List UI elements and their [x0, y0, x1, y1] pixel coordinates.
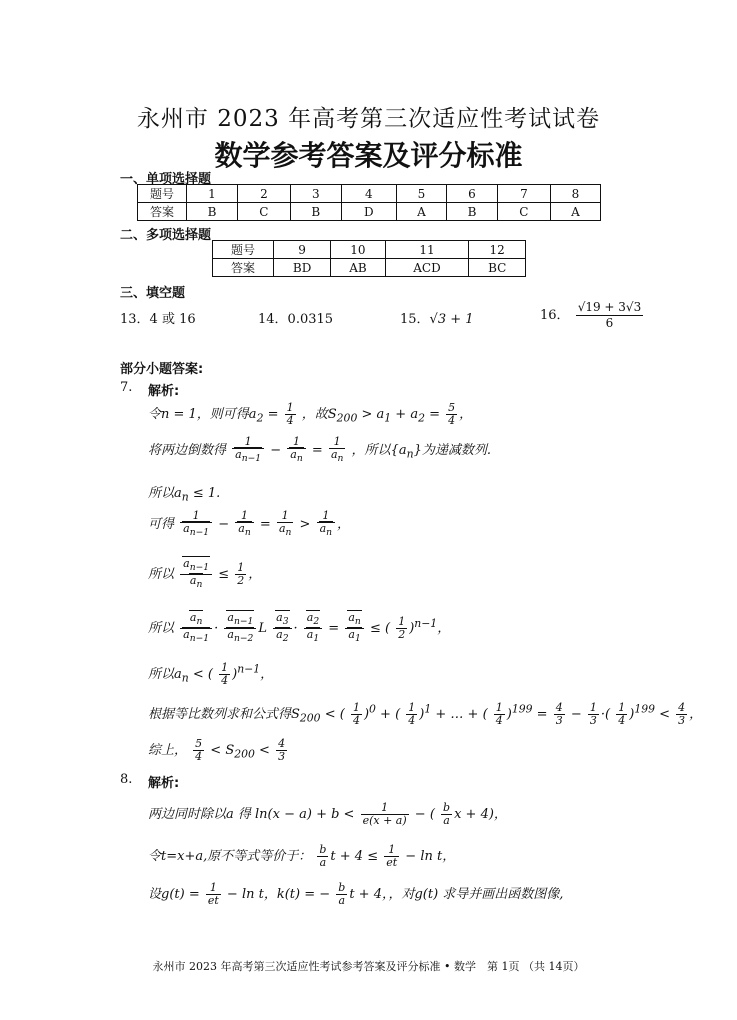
answer-row [138, 203, 601, 221]
q7-line-2-text-a: 将两边倒数得 [148, 443, 227, 459]
f7: $\frac{4}{3}$ [678, 701, 686, 727]
a2: C [237, 203, 290, 221]
q8-line-3: 设g(t) = $\frac{1}{et}$ − ln t，k(t) = − $\frac{b}{a}$ t + 4，，对g(t) 求导并画出函数图像, [148, 881, 564, 907]
answer-15-value: √3 + 1 [429, 312, 474, 327]
q7-line-1-text-d: + a [395, 407, 419, 422]
q7-line-6: 所以 $\frac{a_n}{a_{n-1}}$ · $\frac{a_{n-1}}{a_{n-2}}$ L $\frac{a_3}{a_2}$ · $\frac{a_2}{a_1}$ = $\frac{a_n}{a_1}$ ≤ ( $\frac{1}{2}$ )$^{n-1}$， [148, 611, 451, 645]
q7-line-8: 根据等比数列求和公式得$S_{200}$ < ( $\frac{1}{4}$ )$^0$ + ( $\frac{1}{4}$ )$^1$ + … + ( $\frac{1}{4}$ )$^{199}$ = $\frac{4}{3}$ − $\frac{1}{3}$ ·( $\frac{1}{4}$ )$^{199}$ < $\frac{4}{3}$ ， [148, 701, 703, 727]
q8-number: 8. [120, 772, 133, 787]
f11: $\frac{b}{a}$ [443, 801, 451, 827]
f12: $\frac{b}{a}$ [319, 843, 327, 869]
frac-ratio: $\frac{a_{n-1}}{a_n}$ [180, 558, 212, 591]
q8: 8 [550, 185, 600, 203]
q9: 9 [274, 241, 331, 259]
row-label-question: 题号 [213, 241, 274, 259]
fraction-recip-prev: $\frac{1}{a_{n-1}}$ [232, 436, 264, 465]
q7-line-5-text: 所以 [148, 567, 175, 583]
q7-line-3-text-b: ≤ 1. [192, 486, 221, 501]
page-footer: 永州市 2023 年高考第三次适应性考试参考答案及评分标准 • 数学 第 1页 （共 14页） [152, 960, 585, 973]
single-choice-table [137, 184, 601, 221]
a7: C [497, 203, 550, 221]
q7-line-1-text-c: > a [361, 407, 385, 422]
q11: 11 [385, 241, 469, 259]
section3-heading: 三、填空题 [120, 286, 186, 301]
q7-number: 7. [120, 380, 133, 395]
frac-d: $\frac{1}{a_n}$ [317, 510, 335, 539]
a5: A [396, 203, 446, 221]
frac-a: $\frac{1}{a_{n-1}}$ [180, 510, 212, 539]
q7-line-7: 所以$a_n$ < ( $\frac{1}{4}$ )$^{n-1}$， [148, 661, 274, 687]
a8: A [550, 203, 600, 221]
frac-r2: $\frac{a_{n-1}}{a_{n-2}}$ [224, 612, 256, 645]
answer-15 [400, 308, 474, 327]
q7-line-8-text: 根据等比数列求和公式得S [148, 707, 300, 722]
q8-line-1: 两边同时除以a 得 ln(x − a) + b < $\frac{1}{e(x + a)}$ − ( $\frac{b}{a}$ x + 4)， [148, 801, 507, 827]
q5: 5 [396, 185, 446, 203]
q7-label: 解析: [148, 384, 180, 399]
f9: $\frac{4}{3}$ [278, 737, 286, 763]
q7-line-3: 所以$a_n \le 1$. [148, 486, 221, 504]
a9: BD [274, 259, 331, 277]
f15: $\frac{b}{a}$ [338, 881, 346, 907]
q6: 6 [447, 185, 498, 203]
question-row [213, 241, 526, 259]
f8: $\frac{5}{4}$ [195, 737, 203, 763]
frac-r4: $\frac{a_2}{a_1}$ [304, 612, 322, 645]
fraction-1-4: $\frac{1}{4}$ [286, 401, 294, 427]
q7-line-6-text: 所以 [148, 621, 175, 637]
answer-16-label: 16． [540, 308, 570, 323]
a11: ACD [385, 259, 469, 277]
f5: $\frac{1}{3}$ [589, 701, 597, 727]
f2: $\frac{1}{4}$ [408, 701, 416, 727]
f3: $\frac{1}{4}$ [495, 701, 503, 727]
q7-line-9-text: 综上， [148, 743, 188, 758]
row-label-answer: 答案 [138, 203, 187, 221]
q7-line-4: 可得 $\frac{1}{a_{n-1}}$ − $\frac{1}{a_n}$ = $\frac{1}{a_n}$ > $\frac{1}{a_n}$ ， [148, 509, 351, 539]
f13: $\frac{1}{et}$ [386, 843, 398, 869]
fraction-recip-n: $\frac{1}{a_n}$ [287, 436, 305, 465]
q7-line-4-text: 可得 [148, 517, 175, 533]
a6: B [447, 203, 498, 221]
q7-line-3-text-a: 所以a [148, 486, 182, 501]
frac-r3: $\frac{a_3}{a_2}$ [273, 612, 291, 645]
answer-16-fraction [576, 300, 644, 331]
q8-label: 解析: [148, 776, 180, 791]
row-label-question: 题号 [138, 185, 187, 203]
frac-b: $\frac{1}{a_n}$ [235, 510, 253, 539]
answer-14: 14．0.0315 [258, 312, 334, 327]
q12: 12 [469, 241, 526, 259]
f4: $\frac{4}{3}$ [555, 701, 563, 727]
answer-16 [540, 300, 645, 331]
f1: $\frac{1}{4}$ [352, 701, 360, 727]
frac-r1: $\frac{a_n}{a_{n-1}}$ [180, 612, 212, 645]
q4: 4 [341, 185, 396, 203]
q10: 10 [331, 241, 385, 259]
q8-line-3-text-b: ，对g(t) 求导并画出函数图像, [388, 887, 564, 902]
a1: B [187, 203, 238, 221]
fraction-1-an: $\frac{1}{a_n}$ [330, 435, 344, 465]
q7-line-2-text-c: }为递减数列. [413, 443, 491, 459]
answer-15-label: 15． [400, 312, 430, 327]
frac-quarter: $\frac{1}{4}$ [221, 661, 229, 687]
a4: D [341, 203, 396, 221]
frac-r6: $\frac{1}{2}$ [398, 615, 406, 642]
row-label-answer: 答案 [213, 259, 274, 277]
fraction-5-4: $\frac{5}{4}$ [448, 401, 456, 427]
q2: 2 [237, 185, 290, 203]
f14: $\frac{1}{et}$ [207, 881, 219, 907]
section1-heading: 一、单项选择题 [120, 172, 212, 187]
q7-line-7-text: 所以a [148, 667, 182, 682]
q7-line-1-text-b: ，故S [301, 407, 337, 422]
q7-line-1: 令n = 1，则可得$a_2$ = $\frac{1}{4}$ ，故$S_{200} > a_1 + a_2$ = $\frac{5}{4}$ ， [148, 401, 473, 427]
a12: BC [469, 259, 526, 277]
q7-line-2-text-b: ，所以{a [351, 443, 407, 459]
answer-16-denominator: 6 [605, 316, 614, 330]
q7-line-1-text-a: 令n = 1，则可得a [148, 407, 257, 422]
answer-13: 13．4 或 16 [120, 312, 196, 327]
f10: $\frac{1}{e(x + a)}$ [362, 801, 407, 827]
q1: 1 [187, 185, 238, 203]
multi-choice-table [212, 240, 526, 277]
document-title: 永州市 2023 年高考第三次适应性考试试卷 [136, 106, 601, 132]
a10: AB [331, 259, 385, 277]
frac-r5: $\frac{a_n}{a_1}$ [345, 612, 363, 645]
q7-line-2: 将两边倒数得 $\frac{1}{a_{n-1}}$ − $\frac{1}{a_n}$ = $\frac{1}{a_n}$ ，所以$\{a_n\}$为递减数列. [148, 435, 491, 465]
q7-line-9: 综上， $\frac{5}{4}$ < $S_{200}$ < $\frac{4}{3}$ [148, 737, 286, 763]
q3: 3 [290, 185, 341, 203]
q8-line-3-text-a: 设g(t) = [148, 887, 200, 902]
frac-c: $\frac{1}{a_n}$ [278, 509, 292, 539]
f6: $\frac{1}{4}$ [618, 701, 626, 727]
q8-line-2: 令t=x+a,原不等式等价于： $\frac{b}{a}$ t + 4 ≤ $\frac{1}{et}$ − ln t， [148, 843, 456, 869]
question-row [138, 185, 601, 203]
a3: B [290, 203, 341, 221]
q7: 7 [497, 185, 550, 203]
answer-16-numerator: √19 + 3√3 [577, 300, 642, 314]
q7-line-5: 所以 $\frac{a_{n-1}}{a_n}$ ≤ $\frac{1}{2}$ ， [148, 557, 262, 591]
answer-row [213, 259, 526, 277]
q8-line-1-text: 两边同时除以a 得 [148, 807, 251, 822]
q8-line-2-text: 令t=x+a,原不等式等价于： [148, 849, 312, 864]
partial-heading: 部分小题答案: [120, 362, 204, 377]
section2-heading: 二、多项选择题 [120, 228, 212, 243]
document-subtitle: 数学参考答案及评分标准 [214, 139, 523, 172]
frac-half: $\frac{1}{2}$ [237, 561, 245, 588]
